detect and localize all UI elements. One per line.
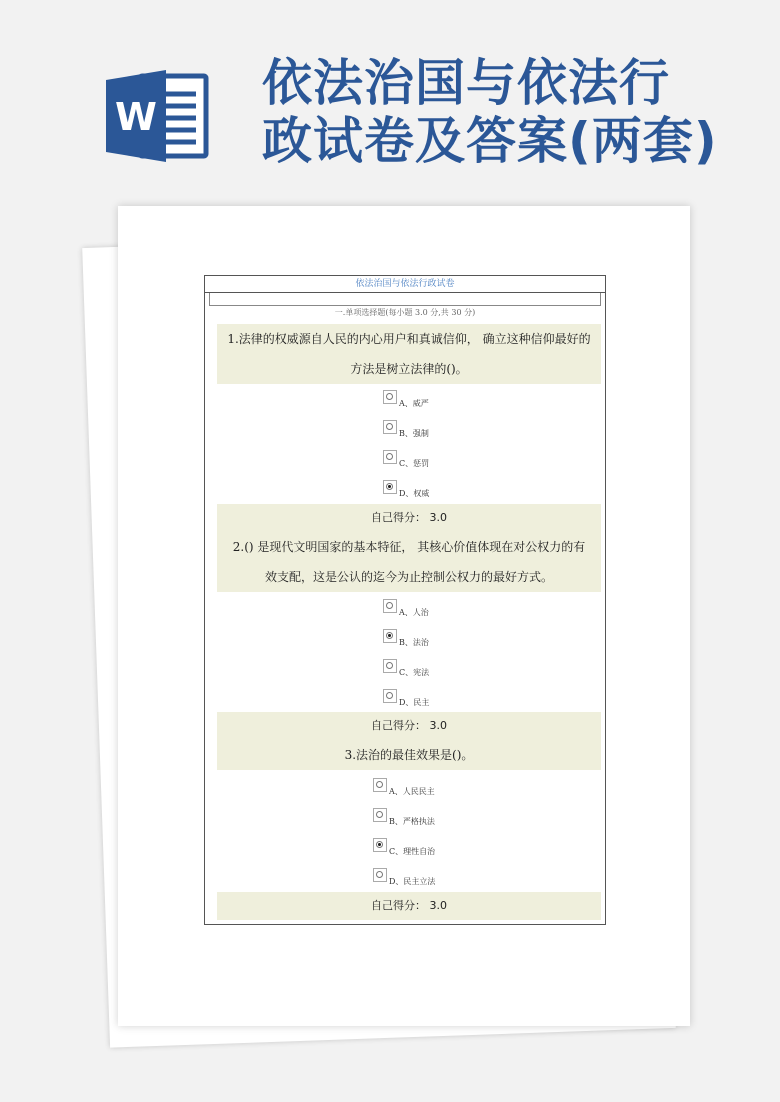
option-label: C、理性自治 [389,847,436,856]
exam-toolbar [209,293,601,306]
radio-button[interactable] [383,450,397,464]
option-label: B、严格执法 [389,817,435,826]
word-document-icon [106,70,210,162]
question-line: 1.法律的权威源自人民的内心用户和真诚信仰， 确立这种信仰最好的 [227,332,591,346]
question-2-score: 自己得分： 3.0 [217,712,601,740]
radio-button[interactable] [383,390,397,404]
question-2-text [217,532,601,592]
question-line: 方法是树立法律的()。 [350,362,468,376]
option-label: B、强制 [399,429,429,438]
radio-button-selected[interactable] [383,629,397,643]
radio-button[interactable] [373,868,387,882]
exam-panel [204,275,606,925]
svg-text:W: W [115,95,157,139]
option-label: A、人治 [399,608,429,617]
radio-button[interactable] [383,599,397,613]
option-label: D、权威 [399,489,430,498]
question-3-text [217,740,601,770]
question-1-score: 自己得分： 3.0 [217,504,601,532]
radio-button[interactable] [373,808,387,822]
radio-button[interactable] [383,689,397,703]
option-label: A、威严 [399,399,429,408]
section-heading: 一.单项选择题(每小题 3.0 分,共 30 分) [334,308,476,317]
option-label: B、法治 [399,638,429,647]
question-1-text [217,324,601,384]
question-line: 效支配，这是公认的迄今为止控制公权力的最好方式。 [264,570,553,584]
document-title [262,54,762,170]
option-label: A、人民民主 [389,787,435,796]
radio-button[interactable] [373,778,387,792]
radio-button[interactable] [383,659,397,673]
option-label: D、民主 [399,698,430,707]
title-line-2: 政试卷及答案(两套) [262,112,718,170]
question-line: 2.() 是现代文明国家的基本特征， 其核心价值体现在对公权力的有 [232,540,586,554]
option-label: D、民主立法 [389,877,436,886]
exam-title: 依法治国与依法行政试卷 [205,276,605,293]
question-line: 3.法治的最佳效果是()。 [344,748,474,762]
title-line-1: 依法治国与依法行 [262,54,670,112]
radio-button[interactable] [383,420,397,434]
radio-button-selected[interactable] [383,480,397,494]
radio-button-selected[interactable] [373,838,387,852]
question-3-score: 自己得分： 3.0 [217,892,601,920]
option-label: C、惩罚 [399,459,430,468]
option-label: C、宪法 [399,668,430,677]
